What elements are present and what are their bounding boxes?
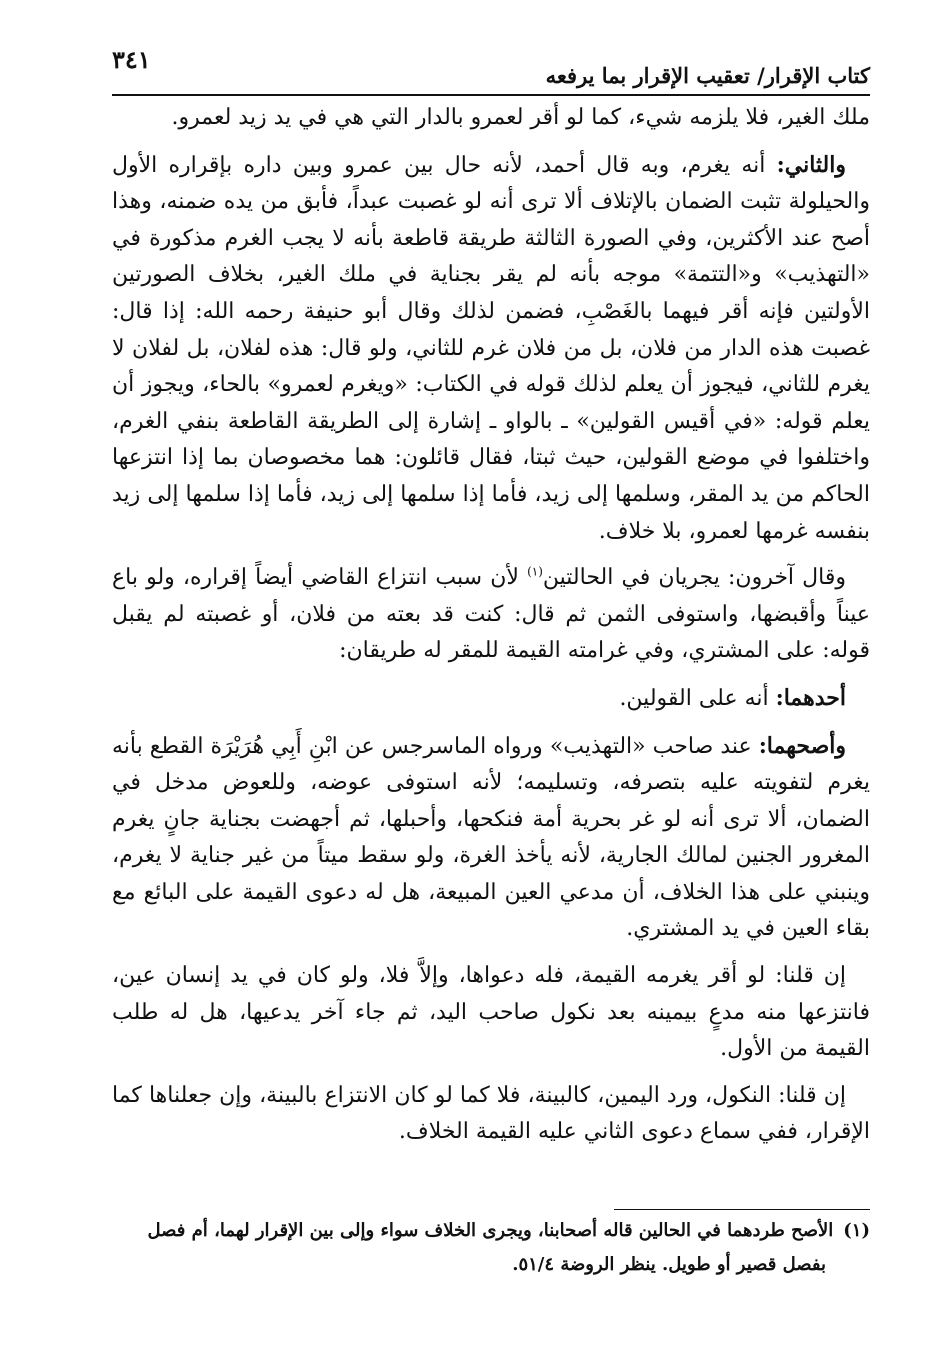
page-number: ٣٤١: [112, 45, 151, 74]
paragraph-text: عند صاحب «التهذيب» ورواه الماسرجس عن ابْنِ أَبِي هُرَيْرَة القطع بأنه يغرم لتفويته عليه بتصرفه، وتسليمه؛ لأنه استوفى عوضه، وللعوض مدخل في الضمان، ألا ترى أنه لو غر بحرية أمة فنكحها، وأحبلها، ثم أجهضت بجناية جانٍ يغرم المغرور الجنين لمالك الجارية، لأنه يأخذ الغرة، ولو سقط ميتاً من غير جناية لا يغرم، وينبني على هذا الخلاف، أن مدعي العين المبيعة، هل له دعوى القيمة على البائع مع بقاء العين في يد المشتري.: [112, 733, 870, 942]
paragraph-text-before-ref: وقال آخرون: يجريان في الحالتين: [542, 565, 846, 591]
paragraph-7: [112, 1078, 870, 1151]
paragraph-text: أنه يغرم، وبه قال أحمد، لأنه حال بين عمرو وبين داره بإقراره الأول والحيلولة تثبت الضمان بالإتلاف ألا ترى أنه لو غصبت عبداً، فأبق من يده ضمنه، وهذا أصح عند الأكثرين، وفي الصورة الثالثة طريقة قاطعة بأنه لا يجب الغرم مذكورة في «التهذيب» و«التتمة» موجه بأنه لم يقر بجناية في ملك الغير، بخلاف الصورتين الأولتين فإنه أقر فيهما بالغَصْبِ، فضمن لذلك وقال أبو حنيفة رحمه الله: إذا قال: غصبت هذه الدار من فلان، بل من فلان غرم للثاني، ولو قال: هذه لفلان، بل لفلان لا يغرم للثاني، فيجوز أن يعلم لذلك قوله في الكتاب: «ويغرم لعمرو» بالحاء، ويجوز أن يعلم قوله: «في أقيس القولين» ـ بالواو ـ إشارة إلى الطريقة القاطعة بنفي الغرم، واختلفوا في موضع القولين، حيث ثبتا، فقال قائلون: هما مخصوصان بما إذا انتزعها الحاكم من يد المقر، وسلمها إلى زيد، فأما إذا سلمها إلى زيد، فأما إذا سلمها إلى زيد بنفسه غرمها لعمرو، بلا خلاف.: [112, 152, 870, 544]
footnote: [112, 1214, 870, 1282]
footnote-line-2: [112, 1248, 870, 1282]
footnote-marker: (١): [843, 1220, 870, 1241]
footnote-text-1: الأصح طردهما في الحالين قاله أصحابنا، ويجرى الخلاف سواء وإلى بين الإقرار لهما، أم فصل: [147, 1220, 834, 1241]
paragraph-lead: وأصحهما:: [758, 732, 846, 759]
paragraph-text: إن قلنا: لو أقر يغرمه القيمة، فله دعواها، وإلاَّ فلا، ولو كان في يد إنسان عين، فانتزعها منه مدعٍ بيمينه بعد نكول صاحب اليد، ثم جاء آخر يدعيها، هل له طلب القيمة من الأول.: [112, 963, 870, 1062]
paragraph-text: أنه على القولين.: [619, 685, 776, 711]
paragraph-3: [112, 560, 870, 670]
paragraph-4: [112, 680, 870, 718]
paragraph-5: [112, 728, 870, 949]
footnote-divider: [614, 1209, 870, 1210]
footnote-text-2: بفصل قصير أو طويل. ينظر الروضة ٥١/٤.: [512, 1254, 826, 1275]
footnote-line-1: [112, 1214, 870, 1248]
paragraph-text: ملك الغير، فلا يلزمه شيء، كما لو أقر لعمرو بالدار التي هي في يد زيد لعمرو.: [171, 105, 870, 130]
paragraph-6: [112, 958, 870, 1068]
paragraph-lead: أحدهما:: [775, 684, 846, 711]
paragraph-1: [112, 100, 870, 137]
paragraph-text: إن قلنا: النكول، ورد اليمين، كالبينة، فلا كما لو كان الانتزاع بالبينة، وإن جعلناها كما الإقرار، ففي سماع دعوى الثاني عليه القيمة الخلاف.: [112, 1082, 870, 1145]
footnote-reference[interactable]: (١): [527, 564, 543, 579]
paragraph-text: لأن سبب انتزاع القاضي أيضاً إقراره، ولو باع عيناً وأقبضها، واستوفى الثمن ثم قال: كنت قد بعته من فلان، أو غصبته لم يقبل قوله: على المشتري، وفي غرامته القيمة للمقر له طريقان:: [112, 565, 870, 664]
main-text: [112, 100, 870, 1161]
page-header: [112, 38, 870, 96]
running-title: كتاب الإقرار/ تعقيب الإقرار بما يرفعه: [545, 63, 870, 88]
paragraph-lead: والثاني:: [776, 151, 846, 178]
paragraph-2: [112, 147, 870, 551]
